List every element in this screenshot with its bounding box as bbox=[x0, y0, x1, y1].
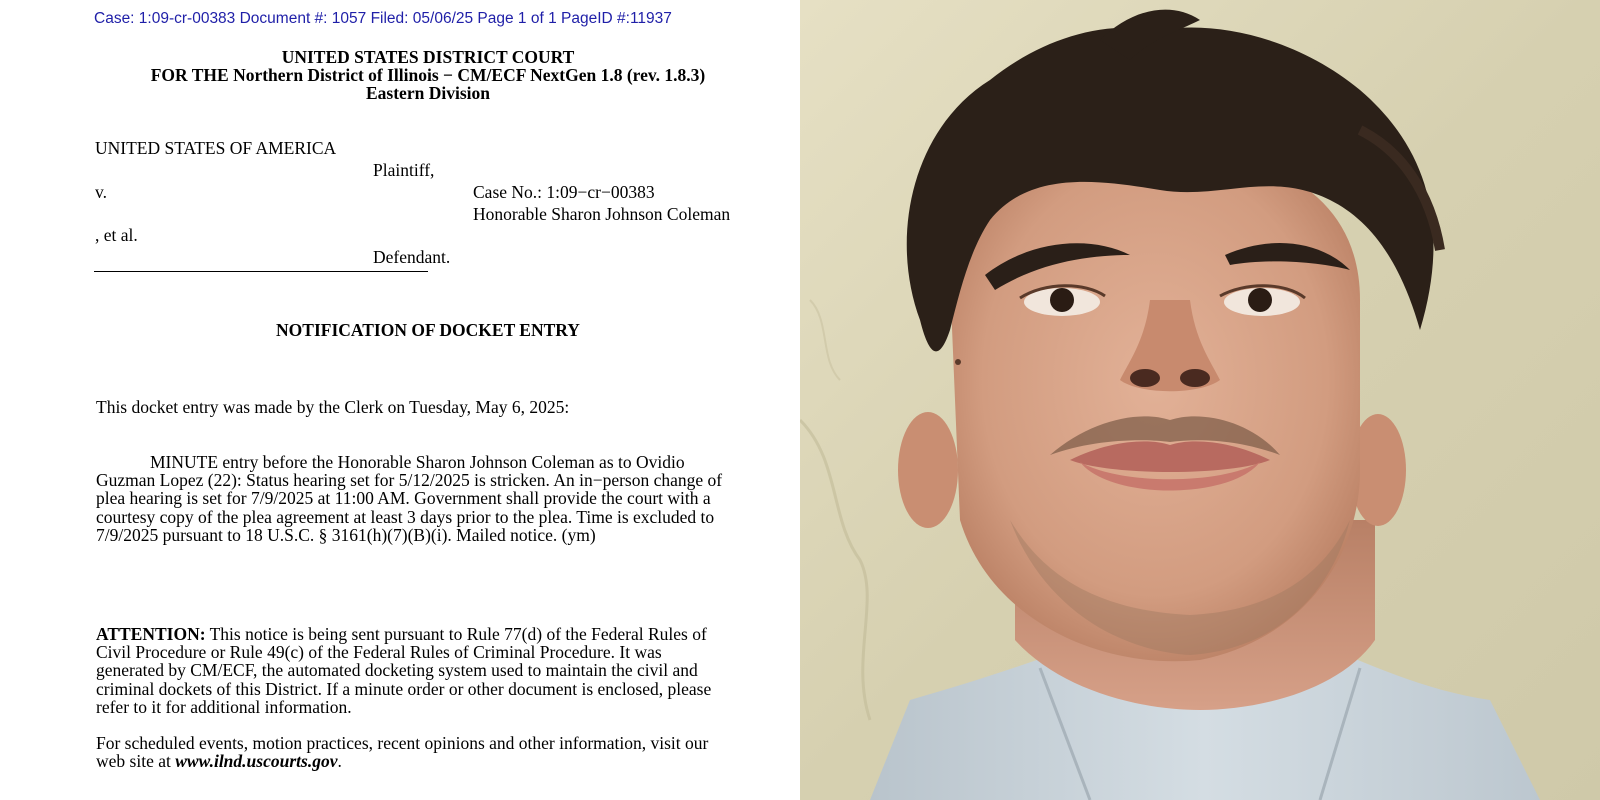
defendant-name: , et al. bbox=[95, 225, 138, 245]
minute-entry-line: MINUTE entry before the Honorable Sharon Johnson Coleman as to Ovidio bbox=[150, 452, 685, 472]
minute-entry bbox=[96, 453, 756, 544]
attention-line: generated by CM/ECF, the automated docketing system used to maintain the civil and bbox=[96, 660, 698, 681]
court-title bbox=[0, 48, 800, 102]
minute-entry-line: plea hearing is set for 7/9/2025 at 11:00 AM. Government shall provide the court with a bbox=[96, 488, 711, 509]
attention-line bbox=[96, 625, 756, 643]
court-title-line: Eastern Division bbox=[366, 83, 490, 103]
case-number: Case No.: 1:09−cr−00383 bbox=[473, 182, 655, 202]
plaintiff-role: Plaintiff, bbox=[373, 160, 435, 180]
versus: v. bbox=[95, 182, 107, 202]
court-title-line: UNITED STATES DISTRICT COURT bbox=[281, 47, 575, 67]
minute-entry-line: Guzman Lopez (22): Status hearing set for 5/12/2025 is stricken. An in−person change of bbox=[96, 470, 723, 491]
caption-divider bbox=[94, 271, 428, 272]
left-ear bbox=[898, 412, 958, 528]
website-prefix: web site at bbox=[96, 751, 176, 772]
portrait-photo bbox=[800, 0, 1600, 800]
court-website-link[interactable]: www.ilnd.uscourts.gov bbox=[175, 751, 338, 772]
entry-intro-text: This docket entry was made by the Clerk on Tuesday, May 6, 2025: bbox=[96, 397, 570, 417]
document-header-stamp: Case: 1:09-cr-00383 Document #: 1057 Filed: 05/06/25 Page 1 of 1 PageID #:11937 bbox=[94, 10, 672, 27]
website-notice bbox=[96, 734, 756, 770]
website-line: For scheduled events, motion practices, recent opinions and other information, visit our bbox=[96, 733, 709, 753]
court-title-line: FOR THE Northern District of Illinois − CM/ECF NextGen 1.8 (rev. 1.8.3) bbox=[150, 65, 706, 85]
attention-text: This notice is being sent pursuant to Rule 77(d) of the Federal Rules of bbox=[205, 624, 707, 644]
judge-name: Honorable Sharon Johnson Coleman bbox=[473, 204, 731, 224]
defendant-role: Defendant. bbox=[373, 247, 451, 267]
website-line bbox=[96, 752, 756, 770]
attention-label: ATTENTION: bbox=[96, 624, 206, 644]
attention-line: Civil Procedure or Rule 49(c) of the Federal Rules of Criminal Procedure. It was bbox=[96, 642, 662, 663]
attention-notice bbox=[96, 625, 756, 716]
portrait-illustration bbox=[800, 0, 1600, 800]
entry-intro bbox=[96, 398, 756, 416]
notification-heading: NOTIFICATION OF DOCKET ENTRY bbox=[276, 320, 580, 340]
website-end: . bbox=[337, 751, 342, 772]
minute-entry-line: 7/9/2025 pursuant to 18 U.S.C. § 3161(h)(7)(B)(i). Mailed notice. (ym) bbox=[96, 524, 596, 545]
attention-line: refer to it for additional information. bbox=[96, 696, 352, 717]
attention-line: criminal dockets of this District. If a minute order or other document is enclosed, please bbox=[96, 678, 712, 699]
minute-entry-line: courtesy copy of the plea agreement at least 3 days prior to the plea. Time is excluded to bbox=[96, 506, 715, 527]
plaintiff-name: UNITED STATES OF AMERICA bbox=[95, 138, 337, 158]
